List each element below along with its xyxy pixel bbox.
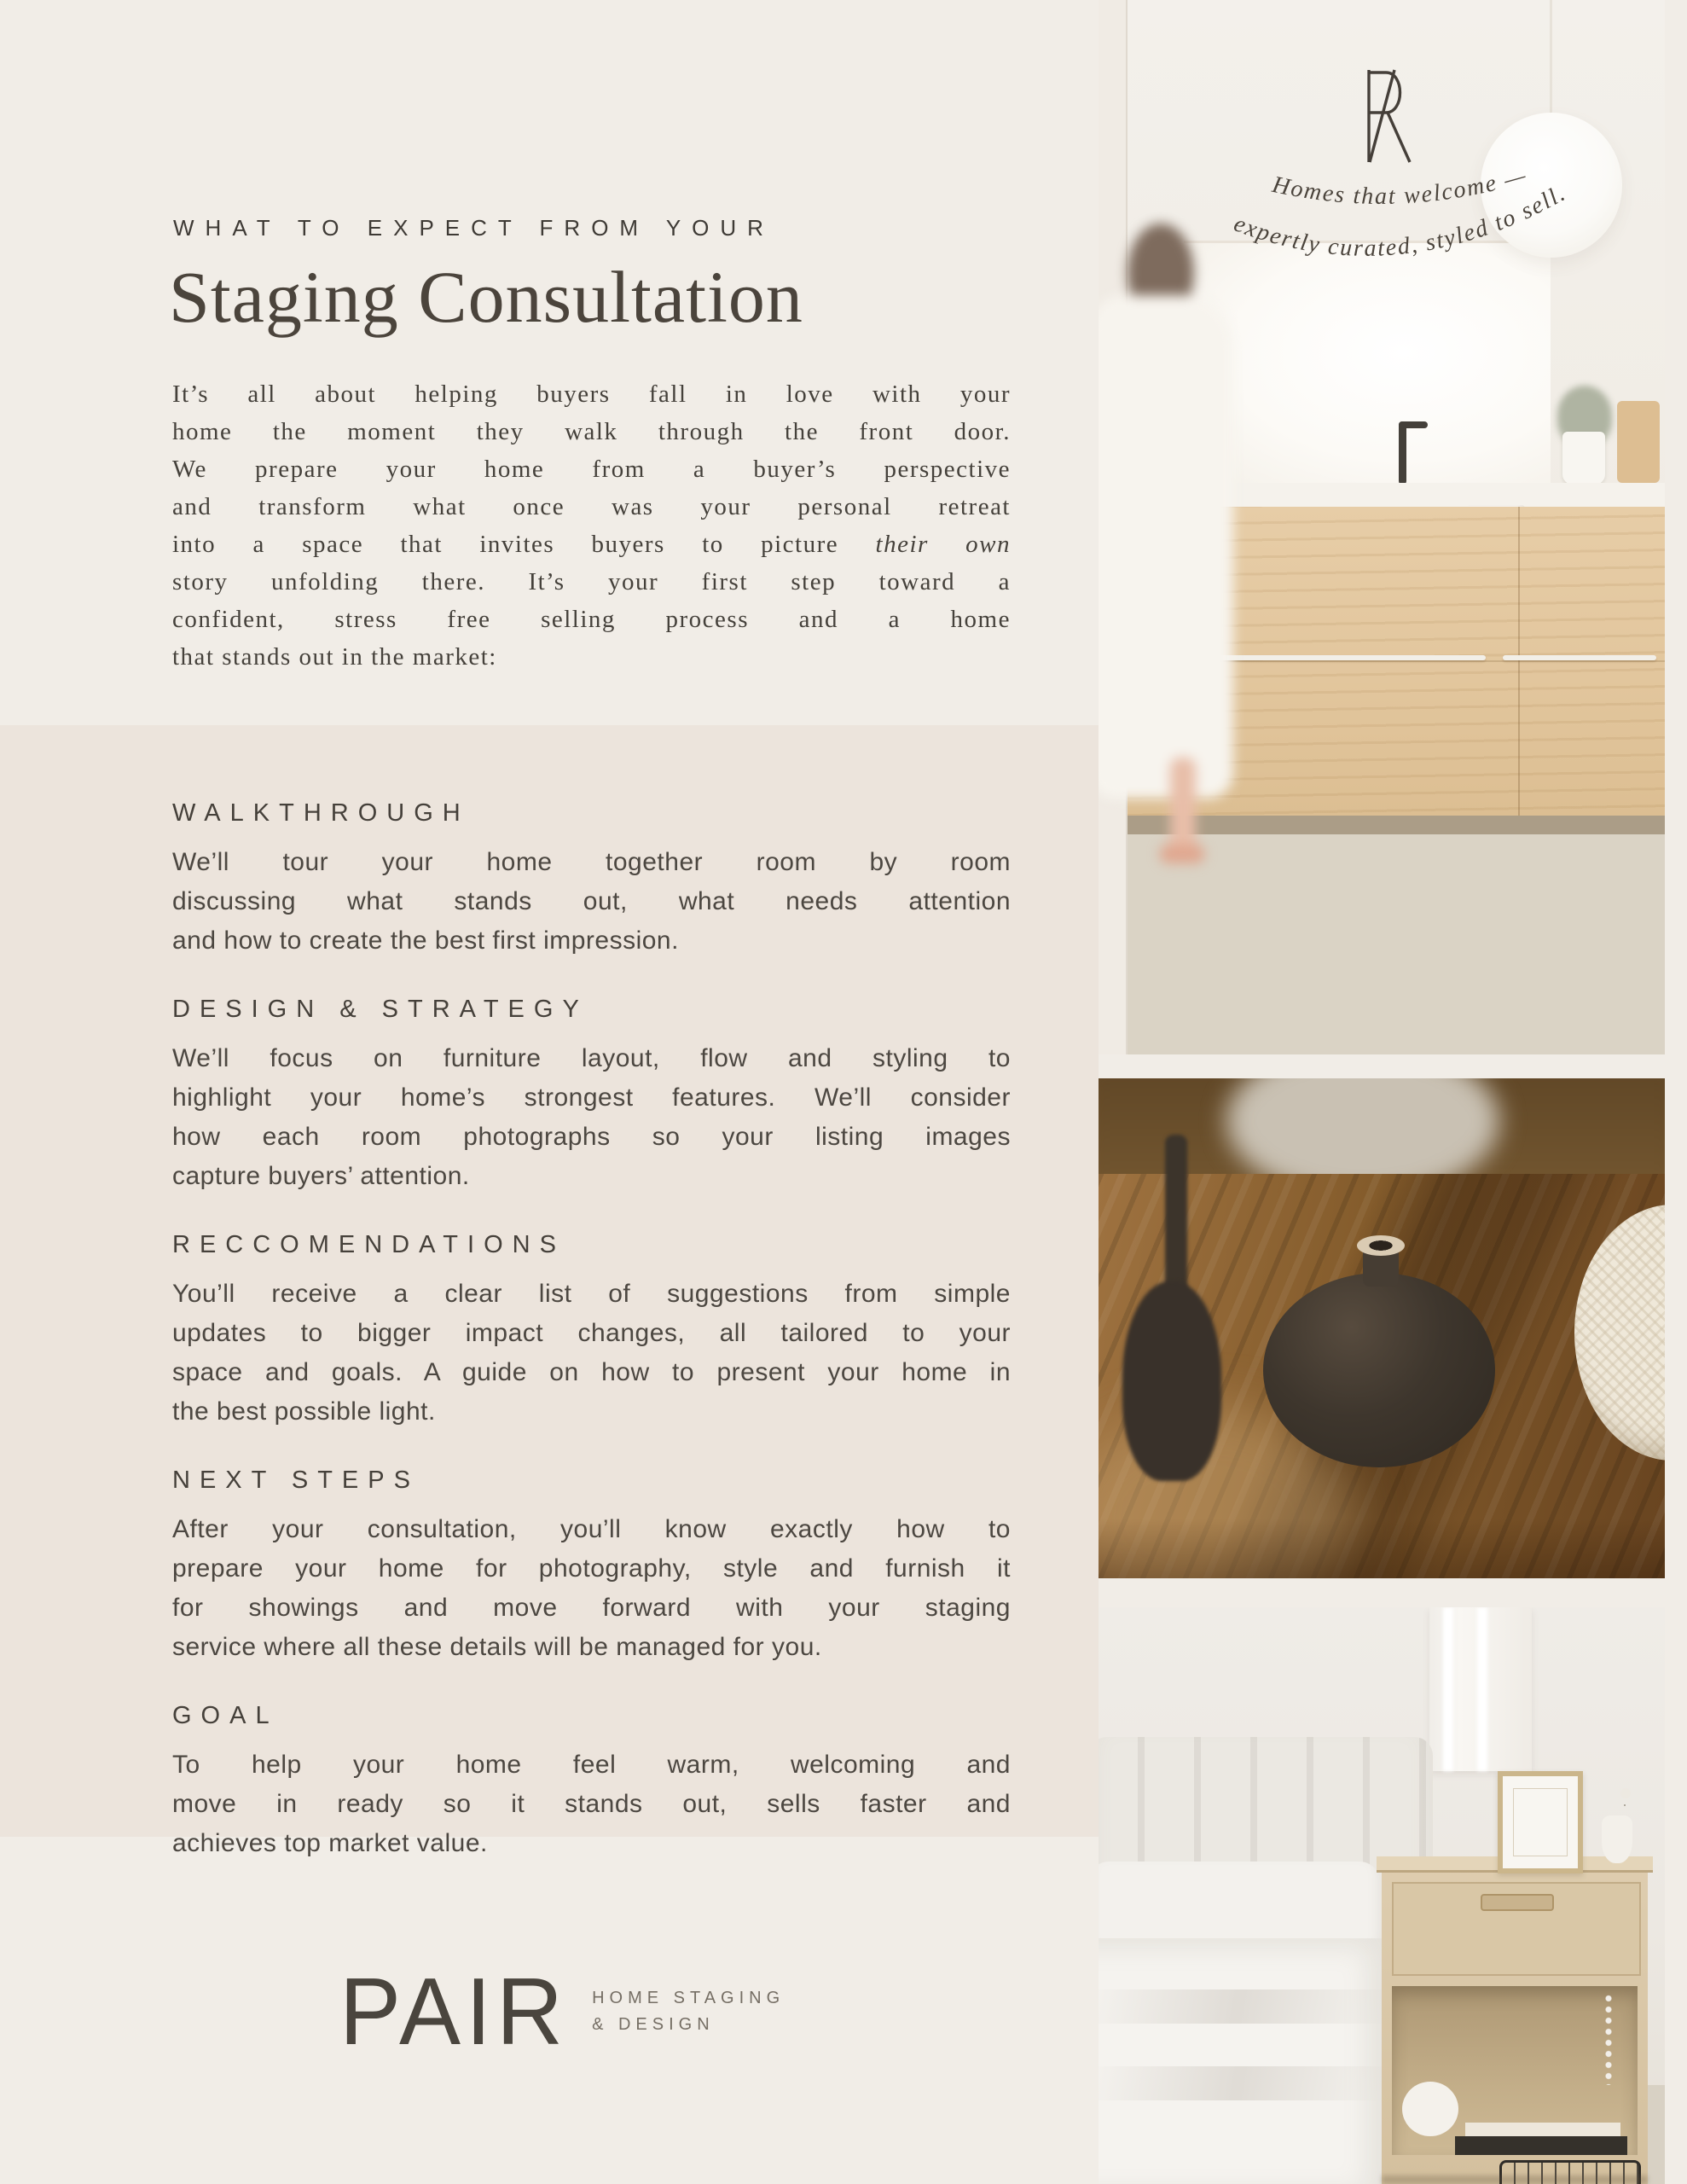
text-line: the best possible light. [172,1397,436,1426]
text-line: space and goals. A guide on how to present your home in [172,1358,1011,1386]
text-line: confident, stress free selling process and a home [172,606,1011,633]
curved-tagline-line1: Homes that welcome — [1270,161,1531,210]
text-line: and how to create the best first impression. [172,926,679,955]
shelf-book-light [1465,2123,1620,2136]
text-line: To help your home feel warm, welcoming and [172,1751,1011,1779]
section-next-steps [172,1466,1011,1667]
pendant-cord [1550,0,1552,116]
text-line: for showings and move forward with your staging [172,1594,1011,1622]
person-foot [1160,845,1204,863]
curtain-shape [1429,1607,1532,1771]
text-line: achieves top market value. [172,1829,488,1857]
photo-vases [1099,1078,1665,1578]
brand-tagline-line1: HOME STAGING [592,1989,786,2007]
text-line: service where all these details will be managed for you. [172,1633,822,1661]
photo-kitchen [1099,0,1665,1054]
plant-pot-shape [1562,432,1605,485]
person-robe [1099,295,1233,799]
section-body [172,1039,1011,1196]
curtain-highlight [1477,1607,1487,1771]
brand-logo [339,1958,786,2065]
section-goal [172,1701,1011,1863]
text-line: capture buyers’ attention. [172,1162,470,1190]
section-body [172,1745,1011,1863]
pearl-necklace [1603,1993,1614,2085]
bud-vase [1602,1815,1632,1863]
section-design-strategy [172,995,1011,1196]
text-line: We’ll tour your home together room by room [172,848,1011,876]
intro-paragraph [172,375,1011,676]
floor-sliver [1648,2085,1665,2184]
duvet-fold [1099,2066,1388,2100]
person-walking [1099,212,1266,886]
text-line: After your consultation, you’ll know exactly how to [172,1515,1011,1543]
vase-spout-ring [1357,1235,1405,1256]
shelf-round-vase [1402,2082,1458,2136]
text-line: home the moment they walk through the front door. [172,418,1011,445]
brand-tagline [592,1985,785,2038]
bottle-vase-body [1122,1281,1221,1481]
duvet-fold [1099,1989,1388,2024]
nightstand-shadow [1382,2175,1648,2184]
eyebrow-heading: WHAT TO EXPECT FROM YOUR [173,215,774,241]
cabinet-seam [1518,507,1520,819]
curved-tagline-line2: expertly curated, styled to sell. [1230,179,1571,262]
section-body [172,1275,1011,1432]
brand-wordmark: PAIR [339,1958,569,2065]
text-line: updates to bigger impact changes, all tailored to your [172,1319,1011,1347]
section-heading: RECCOMENDATIONS [172,1231,565,1258]
bottom-shadow [1099,1519,1665,1578]
section-heading: NEXT STEPS [172,1467,420,1494]
text-line: We’ll focus on furniture layout, flow and styling to [172,1044,1011,1072]
text-line: and transform what once was your personal retreat [172,493,1011,520]
photo-bedroom [1099,1607,1665,2184]
faucet-shape [1399,421,1406,485]
brand-tagline-line2: & DESIGN [592,2015,715,2034]
section-walkthrough [172,799,1011,961]
text-line: It’s all about helping buyers fall in love with your [172,380,1011,408]
drawer-handle [1503,655,1656,660]
flower-bud [1620,1788,1631,1798]
text-line: You’ll receive a clear list of suggestions from simple [172,1280,1011,1308]
curved-tagline [1216,142,1591,270]
text-line: prepare your home for photography, style and furnish it [172,1554,1011,1583]
section-heading: WALKTHROUGH [172,799,470,827]
section-body [172,843,1011,961]
text-line: how each room photographs so your listing images [172,1123,1011,1151]
text-line: story unfolding there. It’s your first step toward a [172,568,1011,595]
text-line: We prepare your home from a buyer’s perspective [172,456,1011,483]
section-recommendations [172,1230,1011,1432]
text-line: that stands out in the market: [172,643,497,671]
section-heading: GOAL [172,1702,279,1729]
text-line: highlight your home’s strongest features. We’ll consider [172,1083,1011,1112]
text-line: discussing what stands out, what needs attention [172,887,1011,915]
text-line: move in ready so it stands out, sells faster and [172,1790,1011,1818]
sections-list [172,799,1011,1897]
section-body [172,1510,1011,1667]
drawer-handle [1481,1894,1554,1911]
page-title: Staging Consultation [169,256,803,338]
shelf-book-dark [1455,2136,1627,2155]
picture-frame [1498,1771,1583,1873]
round-vase [1263,1273,1495,1467]
section-heading: DESIGN & STRATEGY [172,996,588,1023]
cutting-board-shape [1617,401,1660,483]
duvet-shape [1099,1938,1388,2184]
curtain-highlight [1443,1607,1453,1771]
text-line: into a space that invites buyers to picture their own [172,531,1011,558]
